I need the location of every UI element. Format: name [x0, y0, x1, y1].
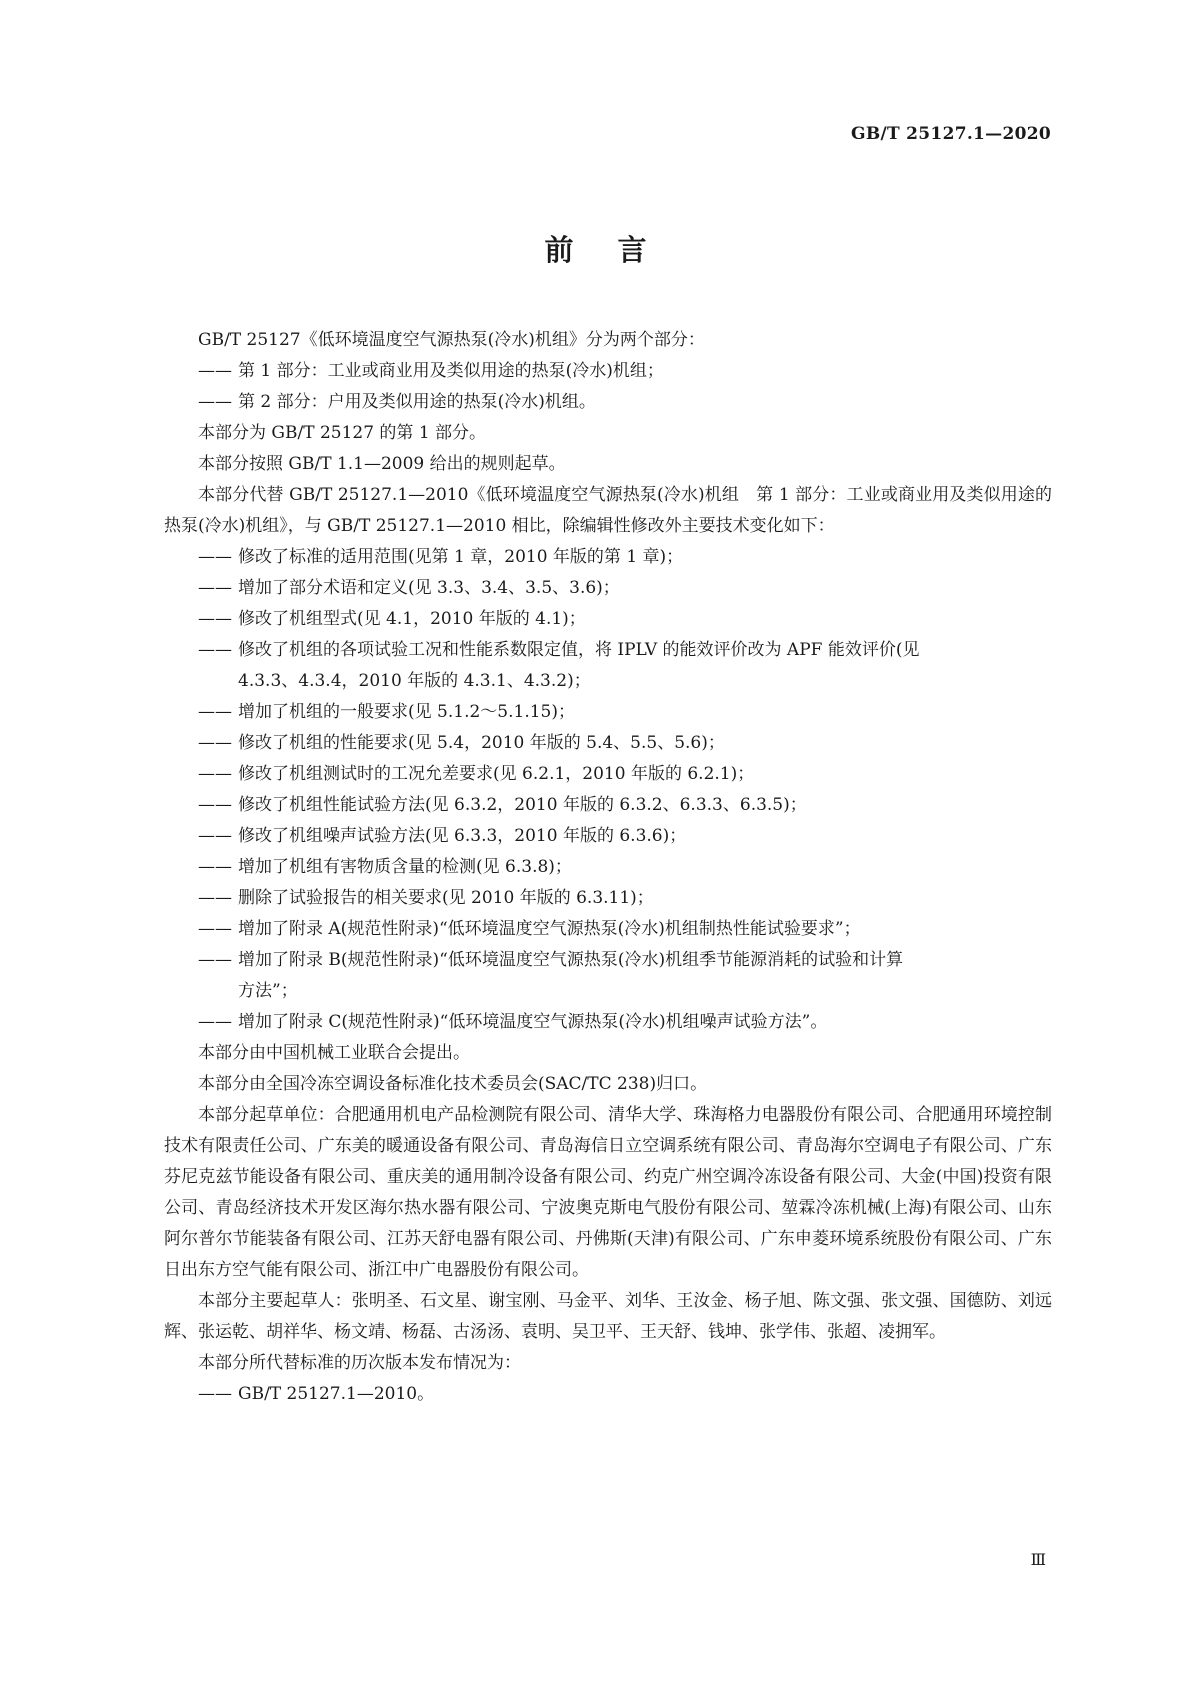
paragraph: 本部分由中国机械工业联合会提出。	[198, 1043, 470, 1063]
list-item: —— 删除了试验报告的相关要求(见 2010 年版的 6.3.11)；	[198, 888, 654, 908]
list-item: —— 增加了机组有害物质含量的检测(见 6.3.8)；	[198, 857, 572, 877]
list-item: —— 增加了附录 C(规范性附录)“低环境温度空气源热泵(冷水)机组噪声试验方法”。	[198, 1012, 828, 1032]
list-item: —— 第 1 部分：工业或商业用及类似用途的热泵(冷水)机组；	[198, 361, 664, 381]
page-number: Ⅲ	[1030, 1550, 1046, 1569]
list-item: —— 修改了标准的适用范围(见第 1 章，2010 年版的第 1 章)；	[198, 547, 684, 567]
list-item: —— GB/T 25127.1—2010。	[198, 1384, 435, 1404]
list-item: —— 增加了附录 A(规范性附录)“低环境温度空气源热泵(冷水)机组制热性能试验要求”；	[198, 919, 861, 939]
intro-paragraph: GB/T 25127《低环境温度空气源热泵(冷水)机组》分为两个部分：	[198, 330, 705, 350]
paragraph: 本部分所代替标准的历次版本发布情况为：	[198, 1353, 521, 1373]
paragraph: 本部分由全国冷冻空调设备标准化技术委员会(SAC/TC 238)归口。	[198, 1074, 708, 1094]
list-item: —— 修改了机组的性能要求(见 5.4，2010 年版的 5.4、5.5、5.6)；	[198, 733, 725, 753]
list-item: —— 修改了机组型式(见 4.1，2010 年版的 4.1)；	[198, 609, 586, 629]
list-item: —— 增加了部分术语和定义(见 3.3、3.4、3.5、3.6)；	[198, 578, 620, 598]
list-item: —— 修改了机组噪声试验方法(见 6.3.3，2010 年版的 6.3.6)；	[198, 826, 687, 846]
list-item: —— 修改了机组性能试验方法(见 6.3.2，2010 年版的 6.3.2、6.3.3、6.3.5)；	[198, 795, 807, 815]
standard-code: GB/T 25127.1—2020	[851, 124, 1051, 144]
paragraph: 本部分为 GB/T 25127 的第 1 部分。	[198, 423, 487, 443]
drafting-units-paragraph: 本部分起草单位：合肥通用机电产品检测院有限公司、清华大学、珠海格力电器股份有限公司、合肥通用环境控制技术有限责任公司、广东美的暖通设备有限公司、青岛海信日立空调系统有限公司、青岛海尔空调电子有限公司、广东芬尼克兹节能设备有限公司、重庆美的通用制冷设备有限公司、约克广州空调冷冻设备有限公司、大金(中国)投资有限公司、青岛经济技术开发区海尔热水器有限公司、宁波奥克斯电气股份有限公司、堃霖冷冻机械(上海)有限公司、山东阿尔普尔节能装备有限公司、江苏天舒电器有限公司、丹佛斯(天津)有限公司、广东申菱环境系统股份有限公司、广东日出东方空气能有限公司、浙江中广电器股份有限公司。	[164, 1105, 1052, 1280]
replacement-paragraph: 本部分代替 GB/T 25127.1—2010《低环境温度空气源热泵(冷水)机组 第 1 部分：工业或商业用及类似用途的热泵(冷水)机组》，与 GB/T 25127.1—2010 相比，除编辑性修改外主要技术变化如下：	[164, 485, 1052, 536]
list-item: —— 增加了附录 B(规范性附录)“低环境温度空气源热泵(冷水)机组季节能源消耗的试验和计算 方法”；	[198, 950, 904, 1001]
drafters-paragraph: 本部分主要起草人：张明圣、石文星、谢宝刚、马金平、刘华、王汝金、杨子旭、陈文强、张文强、国德防、刘远辉、张运乾、胡祥华、杨文靖、杨磊、古汤汤、袁明、吴卫平、王天舒、钱坤、张学伟、张超、凌拥军。	[164, 1291, 1052, 1342]
list-item: —— 修改了机组的各项试验工况和性能系数限定值，将 IPLV 的能效评价改为 APF 能效评价(见 4.3.3、4.3.4，2010 年版的 4.3.1、4.3.2)；	[198, 640, 920, 691]
foreword-body	[164, 325, 1052, 1410]
paragraph: 本部分按照 GB/T 1.1—2009 给出的规则起草。	[198, 454, 566, 474]
list-item: —— 增加了机组的一般要求(见 5.1.2～5.1.15)；	[198, 702, 575, 722]
page-title: 前言	[544, 233, 691, 267]
list-item: —— 第 2 部分：户用及类似用途的热泵(冷水)机组。	[198, 392, 596, 412]
list-item: —— 修改了机组测试时的工况允差要求(见 6.2.1，2010 年版的 6.2.1)；	[198, 764, 755, 784]
